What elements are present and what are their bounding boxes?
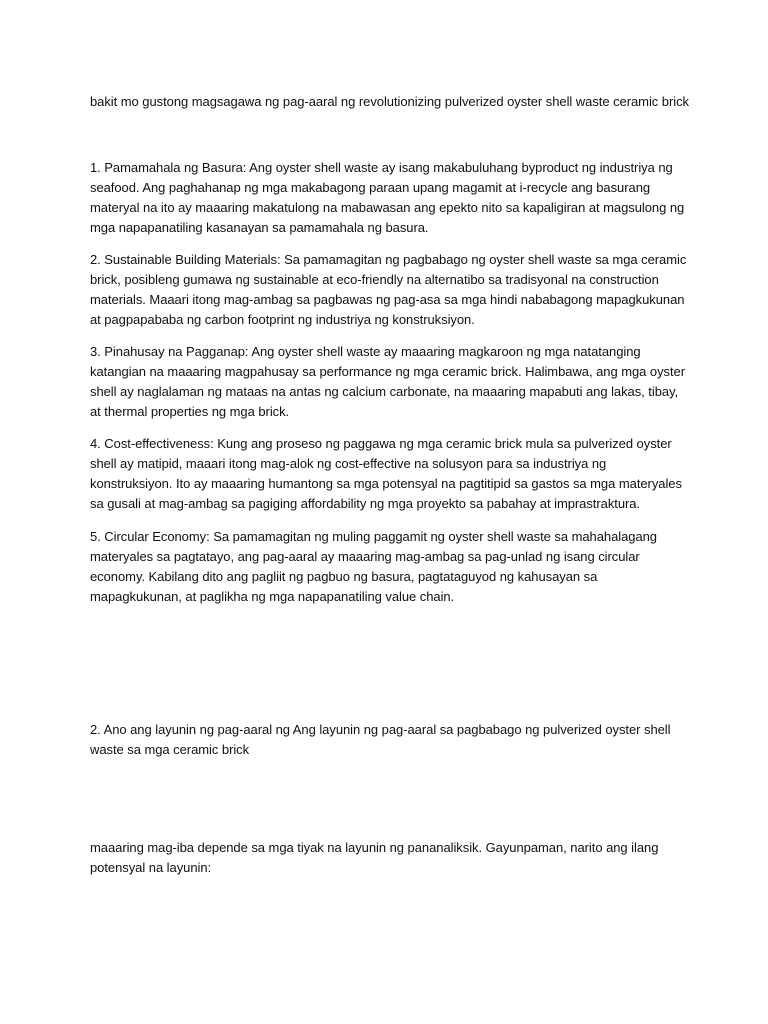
question-heading-2: 2. Ano ang layunin ng pag-aaral ng Ang layunin ng pag-aaral sa pagbabago ng pulverized oyster shell waste sa mga ceramic brick [90,722,671,757]
answer-intro-paragraph: maaaring mag-iba depende sa mga tiyak na layunin ng pananaliksik. Gayunpaman, narito ang ilang potensyal na layunin: [90,840,659,875]
reason-paragraph-2: 2. Sustainable Building Materials: Sa pamamagitan ng pagbabago ng oyster shell waste sa mga ceramic brick, posibleng gumawa ng sustainable at eco-friendly na alternatibo sa tradisyonal na construction materials. Maaari itong mag-ambag sa pagbawas ng pag-asa sa mga hindi nababagong mapagkukunan at pagpapababa ng carbon footprint ng industriya ng konstruksiyon. [90,252,687,327]
reason-paragraph-4: 4. Cost-effectiveness: Kung ang proseso ng paggawa ng mga ceramic brick mula sa pulverized oyster shell ay matipid, maaari itong mag-alok ng cost-effective na solusyon para sa industriya ng konstruksiyon. Ito ay maaaring humantong sa mga potensyal na pagtitipid sa gastos sa mga materyales sa gusali at mag-ambag sa pagiging affordability ng mga proyekto sa pabahay at imprastraktura. [90,436,682,511]
reason-paragraph-1: 1. Pamamahala ng Basura: Ang oyster shell waste ay isang makabuluhang byproduct ng industriya ng seafood. Ang paghahanap ng mga makabagong paraan upang magamit at i-recycle ang basurang materyal na ito ay maaaring makatulong na mabawasan ang epekto nito sa kapaligiran at magsulong ng mga napapanatiling kasanayan sa pamamahala ng basura. [90,160,685,235]
reason-paragraph-3: 3. Pinahusay na Pagganap: Ang oyster shell waste ay maaaring magkaroon ng mga natatanging katangian na maaaring magpahusay sa performance ng mga ceramic brick. Halimbawa, ang mga oyster shell ay naglalaman ng mataas na antas ng calcium carbonate, na maaaring mapabuti ang lakas, tibay, at thermal properties ng mga brick. [90,344,685,419]
reason-paragraph-5: 5. Circular Economy: Sa pamamagitan ng muling paggamit ng oyster shell waste sa mahahalagang materyales sa pagtatayo, ang pag-aaral ay maaaring mag-ambag sa pag-unlad ng isang circular economy. Kabilang dito ang pagliit ng pagbuo ng basura, pagtataguyod ng kahusayan sa mapagkukunan, at paglikha ng mga napapanatiling value chain. [90,529,657,604]
question-heading-1: bakit mo gustong magsagawa ng pag-aaral ng revolutionizing pulverized oyster shell waste ceramic brick [90,94,689,109]
